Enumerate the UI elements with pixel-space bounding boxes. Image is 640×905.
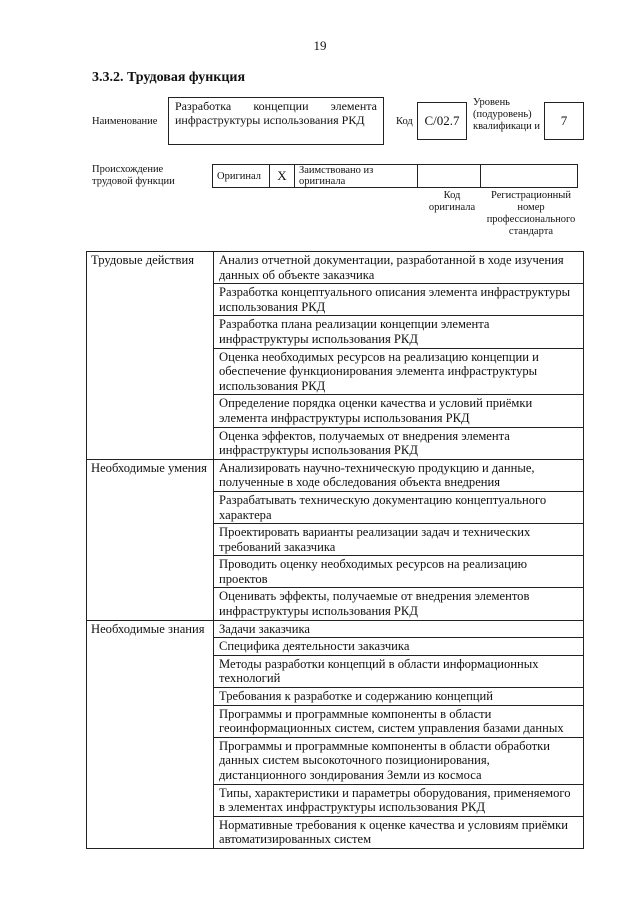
page-number: 19 xyxy=(313,38,327,53)
code-label: Код xyxy=(396,116,413,127)
registration-number-cell xyxy=(480,164,578,188)
table-row xyxy=(87,620,584,638)
table-body xyxy=(87,252,584,849)
original-mark: X xyxy=(269,164,295,188)
function-details-table xyxy=(86,251,584,849)
required-knowledge-item: Задачи заказчика xyxy=(214,620,584,638)
required-knowledge-item: Нормативные требования к оценке качества и условиям приёмки автоматизированных систем xyxy=(214,816,584,848)
labor-actions-category: Трудовые действия xyxy=(87,252,214,460)
section-title: 3.3.2. Трудовая функция xyxy=(92,70,246,85)
required-skills-item: Разрабатывать техническую документацию концептуального характера xyxy=(214,491,584,523)
required-knowledge-item: Программы и программные компоненты в области геоинформационных систем, систем управления базами данных xyxy=(214,705,584,737)
required-skills-item: Анализировать научно-техническую продукцию и данные, полученные в ходе обследования объекта внедрения xyxy=(214,459,584,491)
function-code-field: С/02.7 xyxy=(417,102,467,140)
table-row xyxy=(87,252,584,284)
labor-actions-item: Разработка концептуального описания элемента инфраструктуры использования РКД xyxy=(214,284,584,316)
required-skills-category: Необходимые умения xyxy=(87,459,214,620)
name-label: Наименование xyxy=(92,116,158,127)
required-knowledge-item: Специфика деятельности заказчика xyxy=(214,638,584,656)
required-knowledge-item: Методы разработки концепций в области информационных технологий xyxy=(214,655,584,687)
qualification-level-label: Уровень (подуровень) квалификаци и xyxy=(473,97,541,132)
origin-row xyxy=(212,164,578,188)
required-skills-item: Проектировать варианты реализации задач и технических требований заказчика xyxy=(214,524,584,556)
qualification-level-field: 7 xyxy=(544,102,584,140)
required-knowledge-item: Программы и программные компоненты в области обработки данных систем высокоточного позиционирования, дистанционного зондирования Земли из космоса xyxy=(214,737,584,784)
required-knowledge-category: Необходимые знания xyxy=(87,620,214,848)
original-label: Оригинал xyxy=(212,164,270,188)
required-skills-item: Проводить оценку необходимых ресурсов на реализацию проектов xyxy=(214,556,584,588)
required-knowledge-item: Типы, характеристики и параметры оборудования, применяемого в элементах инфраструктуры использования РКД xyxy=(214,784,584,816)
original-code-cell xyxy=(417,164,481,188)
required-skills-item: Оценивать эффекты, получаемые от внедрения элементов инфраструктуры использования РКД xyxy=(214,588,584,620)
borrowed-label: Заимствовано из оригинала xyxy=(294,164,418,188)
registration-number-caption: Регистрационный номер профессионального стандарта xyxy=(486,190,576,237)
function-name-field: Разработка концепции элемента инфраструктуры использования РКД xyxy=(168,97,384,145)
labor-actions-item: Оценка эффектов, получаемых от внедрения элемента инфраструктуры использования РКД xyxy=(214,427,584,459)
original-code-caption: Код оригинала xyxy=(428,190,476,213)
labor-actions-item: Анализ отчетной документации, разработанной в ходе изучения данных об объекте заказчика xyxy=(214,252,584,284)
required-knowledge-item: Требования к разработке и содержанию концепций xyxy=(214,688,584,706)
labor-actions-item: Оценка необходимых ресурсов на реализацию концепции и обеспечение функционирования элемента инфраструктуры использования РКД xyxy=(214,348,584,395)
labor-actions-item: Разработка плана реализации концепции элемента инфраструктуры использования РКД xyxy=(214,316,584,348)
origin-label: Происхождение трудовой функции xyxy=(92,164,175,187)
labor-actions-item: Определение порядка оценки качества и условий приёмки элемента инфраструктуры использования РКД xyxy=(214,395,584,427)
table-row xyxy=(87,459,584,491)
